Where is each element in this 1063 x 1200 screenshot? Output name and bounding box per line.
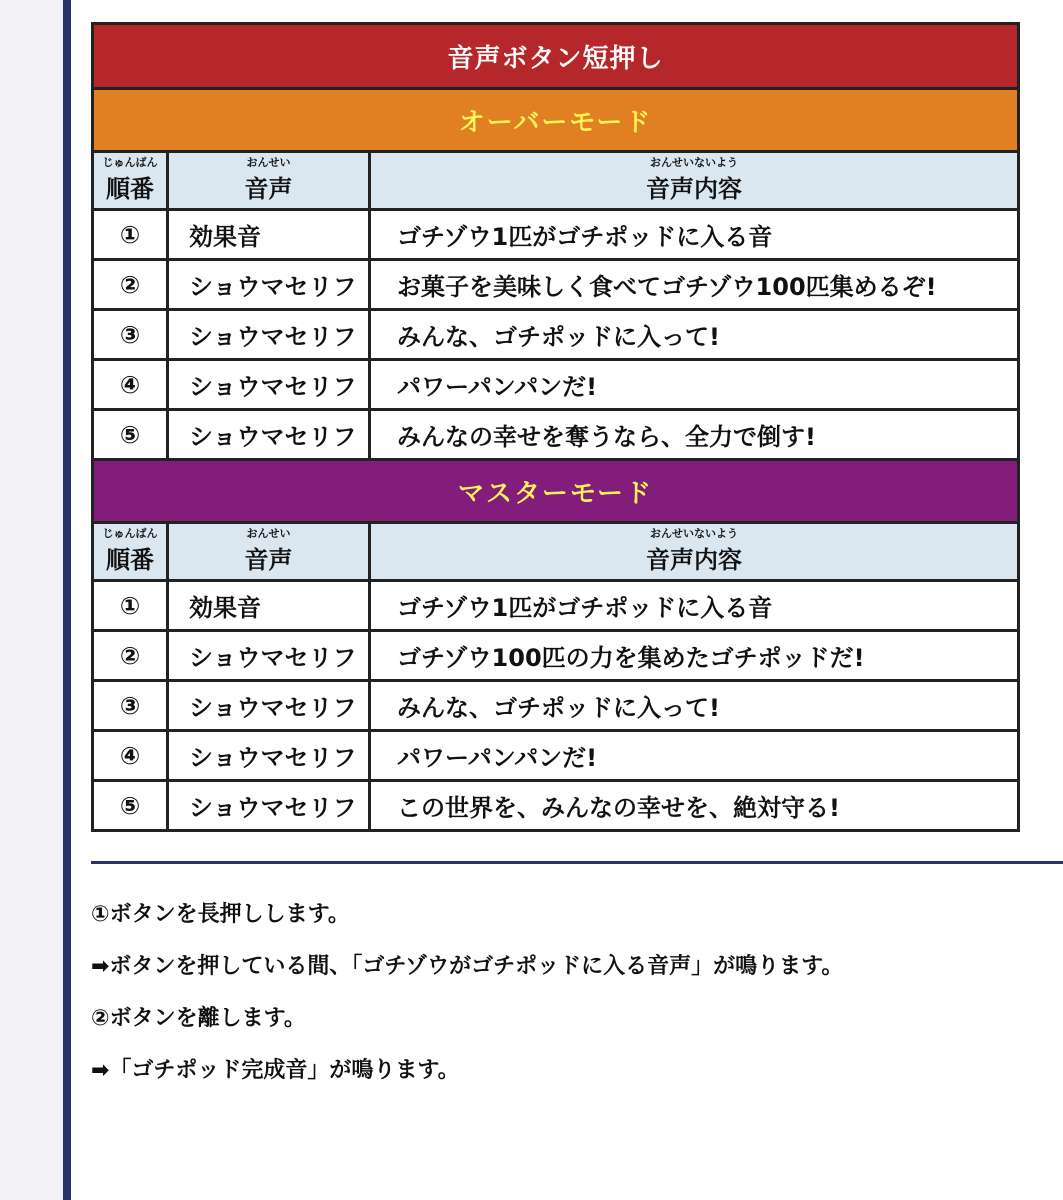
table-row: ② ショウマセリフ お菓子を美味しく食べてゴチゾウ100匹集めるぞ! bbox=[94, 261, 1017, 311]
table-row: ④ ショウマセリフ パワーパンパンだ! bbox=[94, 732, 1017, 782]
table-row: ① 効果音 ゴチゾウ1匹がゴチポッドに入る音 bbox=[94, 582, 1017, 632]
table-row: ⑤ ショウマセリフ この世界を、みんなの幸せを、絶対守る! bbox=[94, 782, 1017, 829]
table-row: ① 効果音 ゴチゾウ1匹がゴチポッドに入る音 bbox=[94, 211, 1017, 261]
table-row: ⑤ ショウマセリフ みんなの幸せを奪うなら、全力で倒す! bbox=[94, 411, 1017, 461]
instructions bbox=[91, 880, 1031, 1088]
section-divider bbox=[91, 861, 1063, 864]
master-mode-header: マスターモード bbox=[94, 461, 1017, 524]
over-mode-header: オーバーモード bbox=[94, 90, 1017, 153]
header-order: じゅんばん 順番 bbox=[94, 153, 169, 208]
table-row: ④ ショウマセリフ パワーパンパンだ! bbox=[94, 361, 1017, 411]
header-voice: おんせい 音声 bbox=[169, 153, 371, 208]
header-content: おんせいないよう 音声内容 bbox=[646, 156, 742, 203]
header-order: じゅんばん 順番 bbox=[94, 524, 169, 579]
over-mode-column-headers bbox=[94, 153, 1017, 211]
left-margin-rule bbox=[63, 0, 71, 1200]
document-page bbox=[71, 0, 1063, 1200]
instruction-result: ➡ボタンを押している間、「ゴチゾウがゴチポッドに入る音声」が鳴ります。 bbox=[91, 954, 844, 979]
header-voice: おんせい 音声 bbox=[169, 524, 371, 579]
table-row: ③ ショウマセリフ みんな、ゴチポッドに入って! bbox=[94, 682, 1017, 732]
table-row: ③ ショウマセリフ みんな、ゴチポッドに入って! bbox=[94, 311, 1017, 361]
instruction-result: ➡「ゴチポッド完成音」が鳴ります。 bbox=[91, 1058, 460, 1083]
table-row: ② ショウマセリフ ゴチゾウ100匹の力を集めたゴチポッドだ! bbox=[94, 632, 1017, 682]
voice-table bbox=[91, 22, 1020, 832]
header-content: おんせいないよう 音声内容 bbox=[646, 527, 742, 574]
instruction-step: ①ボタンを長押しします。 bbox=[91, 902, 350, 927]
table-title: 音声ボタン短押し bbox=[94, 25, 1017, 90]
master-mode-column-headers bbox=[94, 524, 1017, 582]
instruction-step: ②ボタンを離します。 bbox=[91, 1006, 306, 1031]
